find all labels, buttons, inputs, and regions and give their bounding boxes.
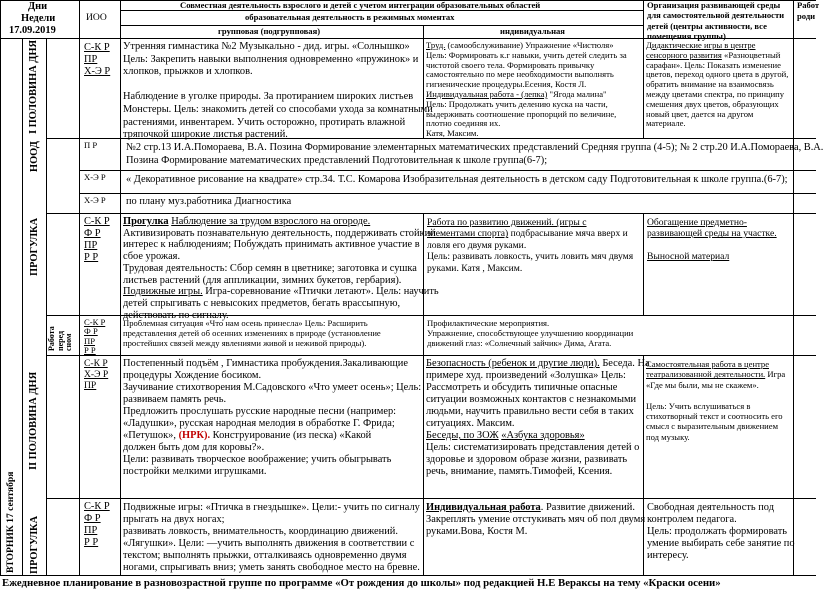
code: ПР: [84, 525, 98, 536]
text-line: представления детей об осенних изменениях в природе (установление: [123, 328, 381, 339]
day-name: ВТОРНИК 17 сентября: [5, 471, 16, 573]
individual-work-title: Индивидуальная работа: [426, 502, 541, 513]
before-sleep-label: [48, 326, 74, 351]
text-line: должен быть дом для коровы?».: [123, 442, 265, 453]
text-line: [123, 216, 439, 228]
labor-text: (самообслуживание) Упражнение «Чистюля»: [447, 40, 614, 50]
text-line: руками.Вова, Костя М.: [426, 526, 528, 537]
zozh-title: Беседы, по ЗОЖ: [426, 430, 499, 441]
joint-activity-header: Совместная деятельность взрослого и детей с учетом интеграции образовательных областей: [180, 0, 541, 10]
text-line: выдерживать соотношение пропорций по величине,: [426, 108, 617, 119]
nrk-badge: (НРК).: [178, 430, 211, 441]
text-line: интерес к наблюдениям; Побуждать принимать активное участие в: [123, 239, 420, 251]
text-line: Утренняя гимнастика №2 Музыкально - дид. игры. «Солнышко»: [123, 41, 410, 52]
text-line: смысл с выразительным движением: [646, 421, 779, 432]
group-header: групповая (подгрупповая): [218, 26, 321, 36]
before-sleep-line-2: перед: [55, 330, 65, 351]
labor-link: Труд.: [426, 40, 446, 50]
sport-text: подбрасывание мяча вверх и: [510, 228, 628, 240]
section-walk-1: ПРОГУЛКА: [29, 217, 40, 276]
text-line: гигиенические процедуры.Есения, Костя Л.: [426, 79, 587, 90]
grid-line: [423, 355, 424, 498]
text-line: развивающей среды на участке.: [647, 228, 777, 240]
code: С-К Р: [84, 42, 110, 53]
text-line: детей спрыгивать с невысоких предметов, бегать врассыпную,: [123, 297, 401, 309]
grid-line: [643, 213, 644, 315]
text-line: смешения двух цветов, образующих: [646, 98, 779, 109]
text-line: текстом; выполнять прыжки, отталкиваясь одновременно двумя: [123, 550, 407, 561]
text-line: [427, 228, 633, 239]
text-line: Самостоятельная работа в центре: [646, 359, 770, 369]
text-line: Цель: Учить вслушиваться в: [646, 400, 751, 411]
text-line: ситуациях. Максим.: [426, 418, 515, 429]
grid-line: [46, 355, 816, 356]
text-line: Дидактические игры в центре: [646, 40, 756, 50]
text-line: «Лягушки». Цели: —учить выполнять движения в соответствии с: [123, 538, 415, 549]
walk-title: Прогулка: [123, 216, 169, 227]
text-line: Свободная деятельность под: [647, 502, 774, 513]
walk2-individual-text: [426, 502, 645, 538]
environment-header-4: помещения группы): [647, 31, 726, 41]
section-nood: НООД: [29, 141, 40, 172]
code-nood-2: Х-Э Р: [84, 172, 106, 182]
text-line: тряпочкой широкие листья растений.: [123, 129, 288, 141]
morning-individual-text: [426, 41, 627, 139]
text-line: Монстеры. Цель: знакомить детей со способами ухода за комнатными: [123, 103, 433, 115]
text-line: Цель: Закрепить навыки выполнения одновременно «пружинок» и: [123, 53, 419, 65]
song-text: «Петушок»,: [123, 430, 176, 441]
code: Ф Р: [84, 513, 101, 524]
text-line: Заучивание стихотворения М.Садовского «Что умеет осень»; Цель:: [123, 382, 422, 393]
grid-line: [22, 38, 23, 575]
text-line: людьми, научить правильно вести себя в таких: [426, 406, 634, 417]
text-line: чистотой своего тела. Формировать привычку: [426, 59, 595, 70]
code: Ф Р: [84, 228, 101, 239]
nood-row-2: « Декоративное рисование на квадрате» стр.34. Т.С. Комарова Изобразительная деятельность в детском саду Подготовительная к школе группа.(6-7);: [126, 174, 788, 185]
grid-line: [120, 0, 121, 575]
text-line: Наблюдение в уголке природы. За протиранием широких листьев: [123, 91, 414, 103]
text-line: Упражнение, способствующее улучшению координации: [427, 328, 634, 339]
afternoon-individual-text: [426, 358, 650, 478]
text-line: самостоятельно по мере необходимости выполнять: [426, 69, 614, 80]
codes-walk-2: [84, 501, 110, 549]
walk-observation: Наблюдение за трудом взрослого на огороде.: [171, 216, 371, 227]
sensory-text: «Разноцветный: [724, 49, 781, 60]
text-line: [426, 502, 645, 514]
codes-walk-1: [84, 216, 110, 264]
text-line: умение выбирать себе занятие по: [647, 538, 795, 549]
text-line: Цель: Формировать к.г навыки, учить детей следить за: [426, 49, 627, 60]
text-line: обратить внимание на взаимосвязь: [646, 79, 774, 90]
text-line: «Ладушки», русская народная мелодия в обработке Г. Фрида;: [123, 418, 395, 429]
week-label: Недели: [21, 13, 56, 24]
grid-line: [793, 0, 794, 575]
text-line: Профилактические мероприятия.: [427, 318, 550, 328]
code: С-К Р: [84, 216, 110, 227]
text-line: «Где мы были, мы не скажем».: [646, 379, 759, 390]
text-line: между цветами спектра, по принципу: [646, 88, 785, 99]
text-line: речь, внимание, память.Тимофей, Ксения.: [426, 466, 613, 477]
text-line: постройки мелкими игрушками.: [123, 466, 267, 477]
footer-title: Ежедневное планирование в разновозрастной группе по программе «От рождения до школы» под редакцией Н.Е Вераксы на тему «Краски осени»: [2, 577, 721, 589]
text-line: растениями, инвентарем. Учить осторожно, протирать влажной: [123, 116, 406, 128]
text-line: [646, 369, 785, 379]
grid-line: [0, 575, 816, 576]
afternoon-env-text: [646, 359, 785, 442]
text-line: простейших связей между явлениями живой и неживой природы).: [123, 338, 367, 349]
codes-morning: [84, 42, 110, 78]
morning-group-text: [123, 41, 433, 142]
text-line: [426, 430, 650, 442]
text-line: листьев растений (для аппликации, зимних букетов, гербария).: [123, 274, 402, 286]
environment-header-1: Организация развивающей среды: [647, 0, 781, 10]
text-line: контролем педагога.: [647, 514, 737, 525]
code: Р Р: [84, 252, 99, 263]
environment-header-3: детей (центры активности, все: [647, 21, 767, 31]
section-morning: I ПОЛОВИНА ДНЯ: [28, 39, 39, 134]
text-line: ловля его двумя руками.: [427, 239, 527, 251]
text-line: примере худ. произведений «Золушка» Цель:: [426, 370, 626, 381]
text-line: интересу.: [647, 550, 689, 561]
text-line-spacer: [647, 240, 777, 251]
code: С-К Р: [84, 358, 108, 369]
nood-row-1: [126, 142, 823, 167]
sensory-link: сенсорного развития: [646, 49, 722, 60]
text-line: Закреплять умение отстукивать мяч об пол двумя: [426, 514, 646, 525]
walk2-group-text: [123, 502, 420, 574]
parents-header: роди: [797, 11, 816, 21]
individual-work-text: . Развитие движений.: [540, 502, 635, 513]
text-line: Обогащение предметно-: [647, 217, 747, 228]
code: Ф Р: [84, 326, 98, 337]
code-nood-3: Х-Э Р: [84, 195, 106, 205]
section-afternoon: II ПОЛОВИНА ДНЯ: [28, 371, 39, 470]
code: Р Р: [84, 345, 96, 356]
grid-line: [79, 170, 816, 171]
grid-line: [79, 0, 80, 575]
text-line: цветов, переход одного цвета в другой,: [646, 69, 789, 80]
grid-line: [423, 498, 424, 575]
text-line: Выносной материал: [647, 251, 730, 263]
walk1-env-text: [647, 217, 777, 263]
text-line: Трудовая деятельность: Сбор семян в цветнике; заготовка и сушка: [123, 262, 417, 274]
sleep-individual-text: [427, 318, 633, 349]
text-line: под музыку.: [646, 431, 690, 442]
text-line: материале.: [646, 118, 686, 129]
outdoor-games-text: Игра-соревнование «Птички летают». Цель: научить: [205, 286, 439, 298]
text-line: Предложить прослушать русские народные песни (например:: [123, 406, 397, 417]
walk1-group-text: [123, 216, 439, 321]
individual-header: индивидуальная: [500, 26, 565, 36]
text-line: хлопков, прыжков и хлопков.: [123, 66, 253, 78]
morning-env-text: [646, 41, 788, 129]
text-line: сбое урожая.: [123, 251, 181, 263]
text-line: Активизировать познавательную деятельность, поддерживать стойкий: [123, 227, 436, 239]
code: ПР: [84, 335, 95, 346]
safety-text: Беседа. На: [602, 358, 650, 369]
text-line: действовать по сигналу.: [123, 309, 229, 321]
construct-text: Конструирование (из песка) «Какой: [212, 430, 372, 441]
text-line: руками. Катя , Максим.: [427, 262, 523, 274]
before-sleep-line-3: сном: [64, 333, 74, 351]
date-label: 17.09.2019: [9, 25, 56, 36]
text-line: движений глаз: «Солнечный зайчик» Дима, Агата.: [427, 338, 612, 349]
environment-header-2: для самостоятельной деятельности: [647, 10, 785, 20]
text-line: процедуры Хождение босиком.: [123, 370, 262, 381]
day-label: Дни: [28, 1, 48, 12]
code-nood-1: П Р: [84, 140, 98, 150]
individual-work-text: "Ягода малина": [549, 88, 607, 99]
grid-line: [46, 213, 816, 214]
text-line: Рассмотреть и обсудить типичные опасные: [426, 382, 618, 393]
text-line: Цель: систематизировать представления детей о: [426, 442, 640, 453]
text-line: сарафан». Цель: Показать изменение: [646, 59, 781, 70]
work-header: Работ: [797, 0, 820, 10]
codes-afternoon: [84, 358, 108, 391]
text-line: №2 стр.13 И.А.Помораева, В.А. Позина Формирование элементарных математических представлений Средняя группа (4-5); № 2 стр.20 И.А.Помораева, В.А.: [126, 142, 823, 153]
text-line: ситуации возможных контактов с незнакомыми: [426, 394, 637, 405]
theatre-text: Игра: [767, 369, 786, 380]
outdoor-games-title: Подвижные игры.: [123, 286, 203, 298]
safety-title: Безопасность (ребенок и другие люди).: [426, 358, 600, 369]
text-line: развивать ловкость, внимательность, координацию движений.: [123, 526, 398, 537]
text-line: Постепенный подъём , Гимнастика пробуждения.Закаливающие: [123, 358, 408, 369]
text-line: Работа по развитию движений. (игры с: [427, 217, 587, 228]
grid-line: [46, 38, 47, 575]
grid-line: [643, 0, 644, 138]
code: ПР: [84, 54, 98, 65]
text-line: [123, 286, 439, 298]
afternoon-group-text: [123, 358, 421, 478]
text-line: [123, 430, 421, 442]
nood-row-3: по плану муз.работника Диагностика: [126, 196, 292, 207]
code: С-К Р: [84, 317, 106, 327]
text-line: ногами, спрыгивать вниз; уметь занять свободное место на бревне.: [123, 562, 420, 573]
codes-sleep: [84, 318, 105, 356]
text-line: новый цвет, дается на другом: [646, 108, 754, 119]
grid-line: [46, 498, 816, 499]
sport-elements: элементами спорта): [427, 228, 509, 240]
text-line: Цели: развивать творческое воображение; учить обыгрывать: [123, 454, 392, 465]
code: ПР: [84, 380, 97, 391]
text-line: Подвижные игры: «Птичка в гнездышке». Цели:- учить по сигналу: [123, 502, 420, 513]
code: ПР: [84, 240, 98, 251]
ioo-header: ИОО: [86, 12, 107, 23]
theatre-title: театрализованной деятельности.: [646, 369, 766, 380]
zozh-text: «Азбука здоровья»: [501, 430, 585, 441]
text-line: Цель: Продолжать учить делению куска на части,: [426, 98, 608, 109]
text-line: прыгать на двух ногах;: [123, 514, 225, 525]
text-line: Катя, Максим.: [426, 128, 479, 139]
code: Х-Э Р: [84, 369, 109, 380]
code: Р Р: [84, 537, 99, 548]
individual-work-title: Индивидуальная работа - (лепка): [426, 88, 548, 99]
text-line: [426, 358, 650, 370]
code: С-К Р: [84, 501, 110, 512]
code: Х-Э Р: [84, 66, 111, 77]
text-line: плотно соединяя их.: [426, 118, 501, 129]
text-line: здоровье и здоровом образе жизни, развивать: [426, 454, 628, 465]
text-line: развиваем память речь.: [123, 394, 227, 405]
sleep-group-text: [123, 318, 381, 349]
text-line: Цель: продолжать формировать: [647, 526, 787, 537]
before-sleep-line-1: Работа: [47, 326, 56, 351]
text-line-spacer: [646, 390, 785, 400]
text-line: Позина Формирование математических представлений Подготовительная к школе группа(6-7);: [126, 154, 548, 166]
text-line: Цель: развивать ловкость, учить ловить мяч двумя: [427, 251, 634, 263]
walk2-env-text: [647, 502, 795, 562]
section-walk-2: ПРОГУЛКА: [29, 515, 40, 574]
text-line-spacer: [123, 79, 433, 92]
grid-line: [79, 193, 816, 194]
regime-moments-header: образовательная деятельность в режимных моментах: [245, 12, 455, 22]
text-line: Проблемная ситуация «Что нам осень принесла» Цель: Расширить: [123, 318, 368, 328]
text-line: стихотворный текст и соотносить его: [646, 411, 783, 422]
grid-line: [0, 0, 1, 575]
walk1-individual-text: [427, 217, 633, 274]
